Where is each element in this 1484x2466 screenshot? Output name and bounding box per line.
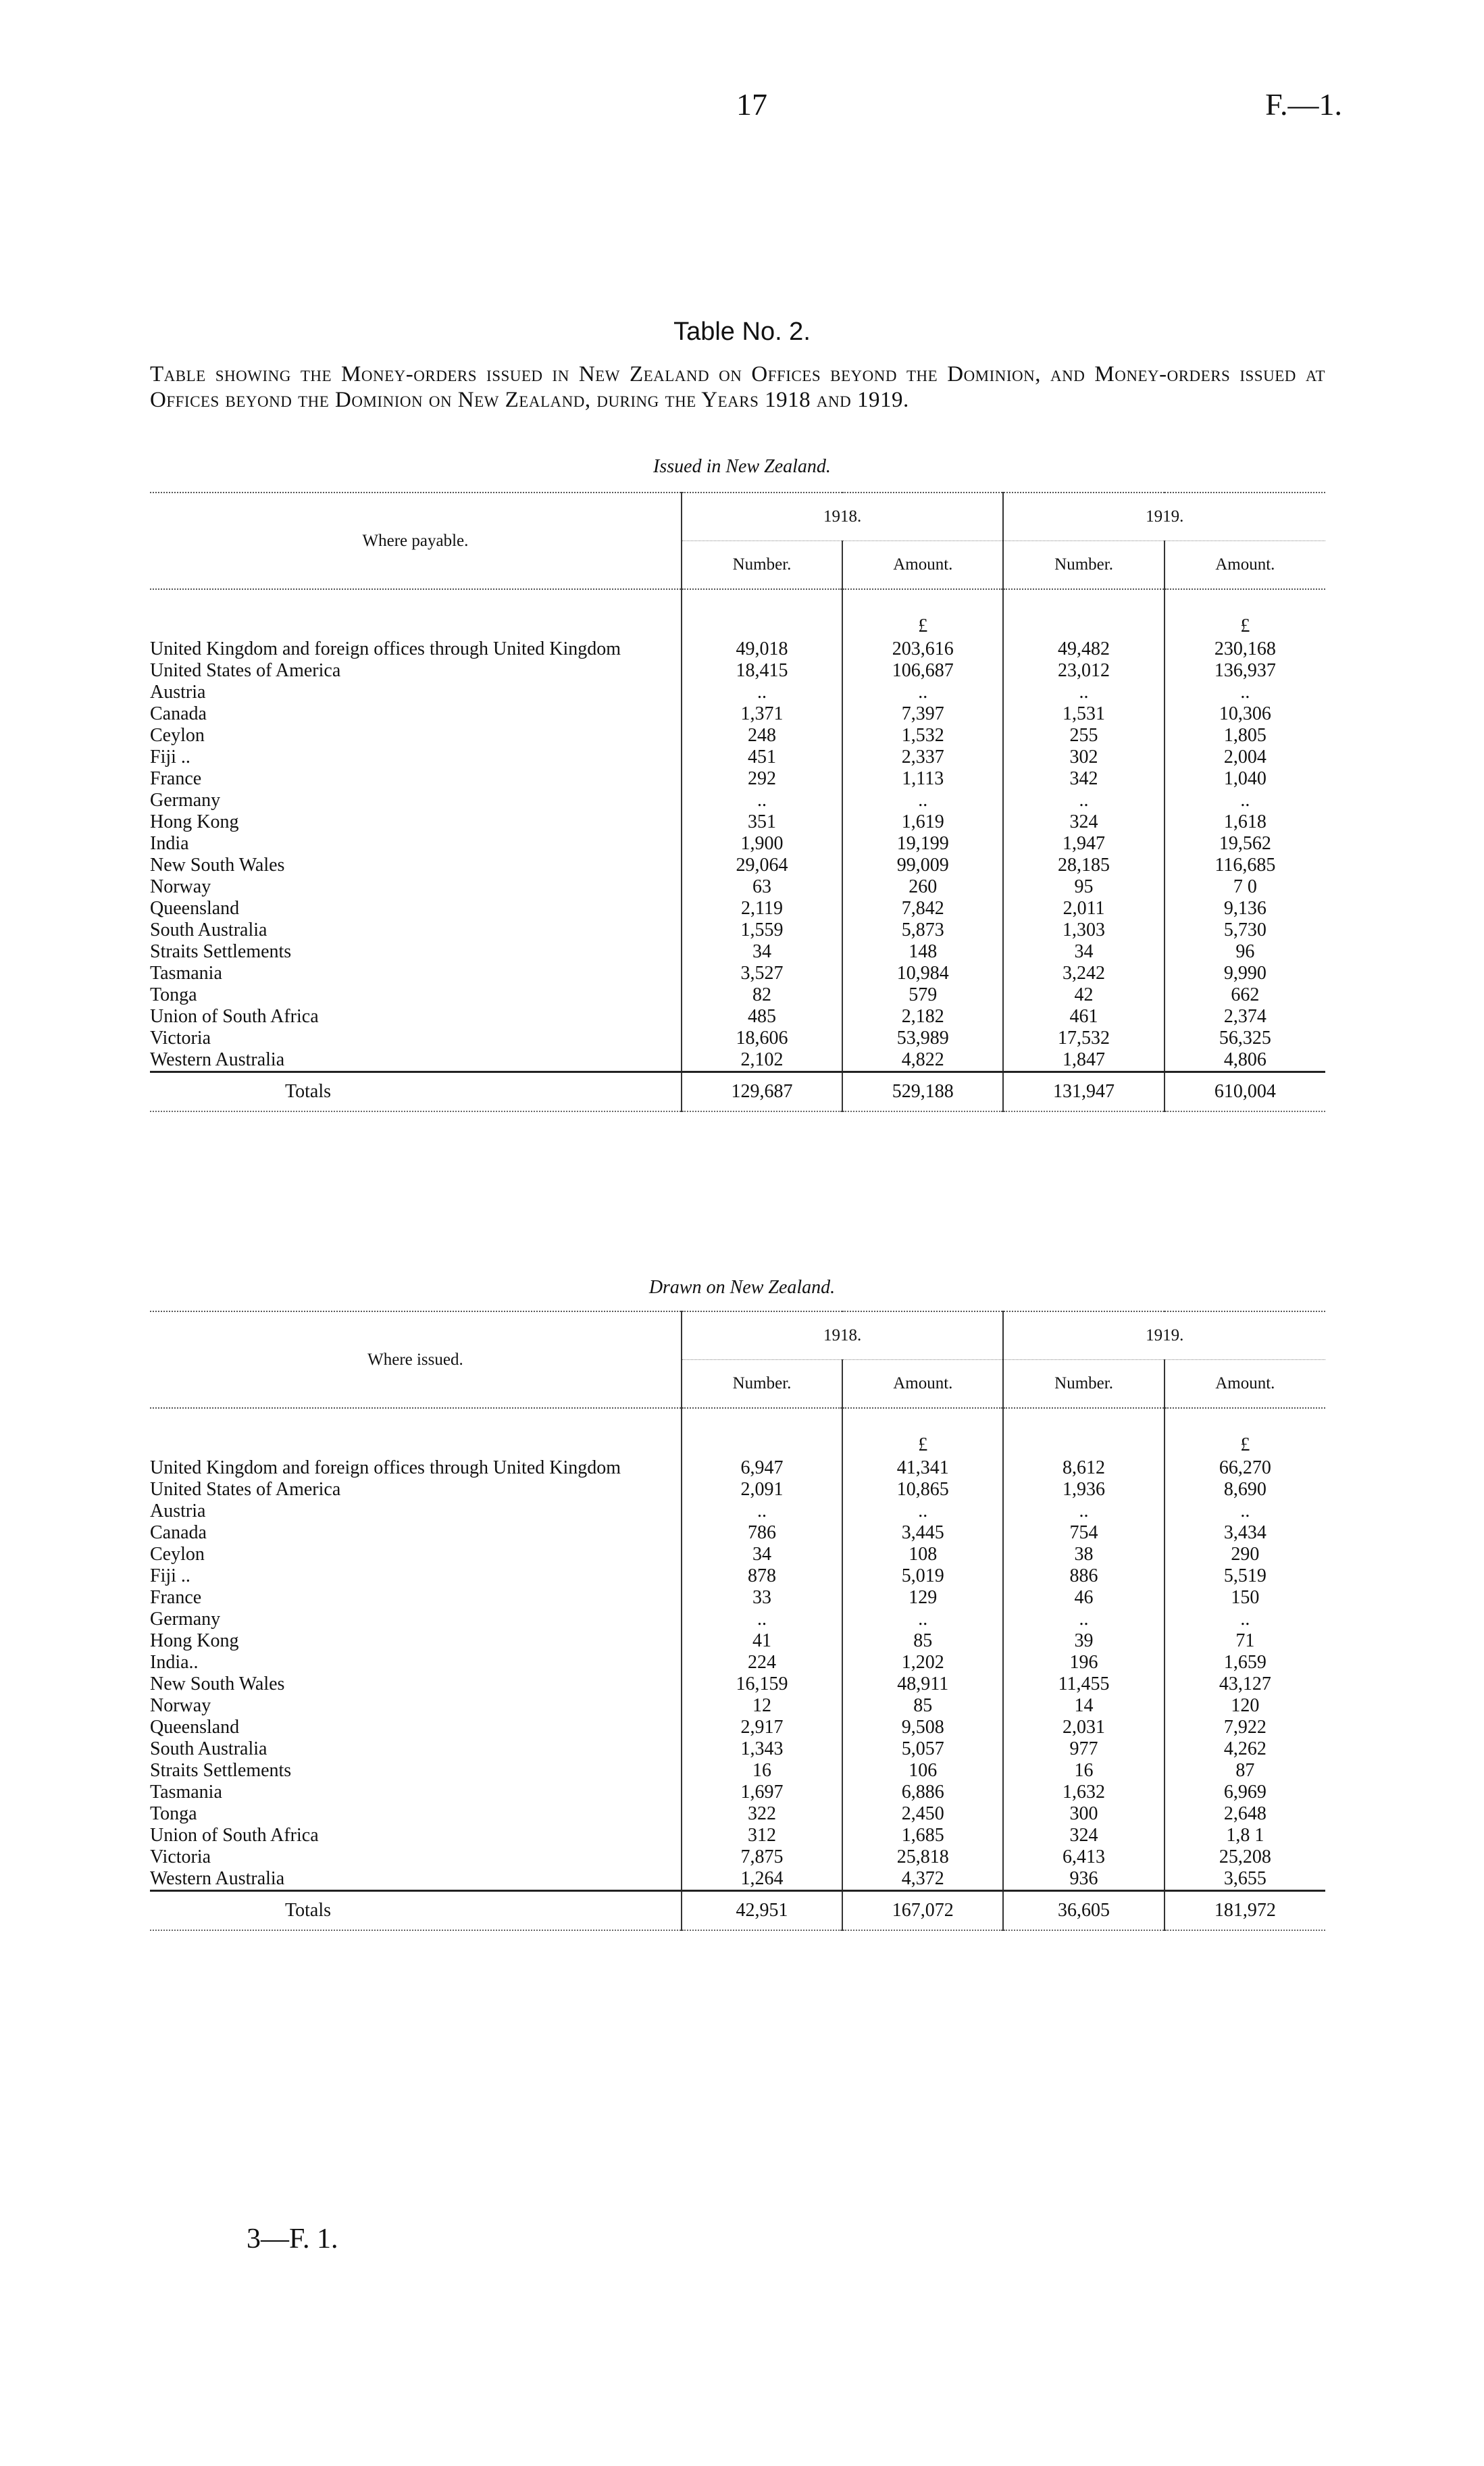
number-1919: 95	[1003, 876, 1164, 898]
amount-1919: 96	[1165, 941, 1325, 963]
table-row	[150, 1544, 1325, 1565]
amount-1918: 3,445	[842, 1522, 1003, 1544]
number-1918: 485	[682, 1006, 842, 1028]
table-row	[150, 963, 1325, 984]
number-1918: 1,559	[682, 920, 842, 941]
row-place-label: Canada	[150, 1522, 207, 1543]
number-1919: 255	[1003, 725, 1164, 747]
amount-1918: ..	[842, 1501, 1003, 1522]
amount-1919: 71	[1165, 1630, 1325, 1652]
total-amount-1919: 610,004	[1165, 1072, 1325, 1112]
number-1918: 3,527	[682, 963, 842, 984]
table-row	[150, 1630, 1325, 1652]
number-1918: ..	[682, 682, 842, 703]
table-row	[150, 1457, 1325, 1479]
amount-1918: 1,619	[842, 811, 1003, 833]
row-place-label: South Australia	[150, 920, 267, 940]
amount-1919: 19,562	[1165, 833, 1325, 855]
number-1918: 1,371	[682, 703, 842, 725]
amount-1919: ..	[1165, 1609, 1325, 1630]
issued-subtitle: Issued in New Zealand.	[653, 456, 831, 477]
year-1919-header: 1919.	[1003, 493, 1325, 541]
table-row	[150, 1652, 1325, 1674]
row-place-label: New South Wales	[150, 855, 285, 876]
table-row	[150, 1049, 1325, 1072]
amount-1918: ..	[842, 1609, 1003, 1630]
amount-header: Amount.	[842, 1360, 1003, 1409]
number-1918: 82	[682, 984, 842, 1006]
total-number-1918: 42,951	[682, 1891, 842, 1931]
drawn-table	[150, 1311, 1325, 1931]
amount-1918: 7,397	[842, 703, 1003, 725]
amount-1919: 4,262	[1165, 1738, 1325, 1760]
number-1919: 11,455	[1003, 1674, 1164, 1695]
currency-symbol: £	[1165, 1408, 1325, 1457]
amount-header: Amount.	[1165, 1360, 1325, 1409]
amount-1919: 1,040	[1165, 768, 1325, 790]
number-1919: 1,936	[1003, 1479, 1164, 1501]
amount-1918: 53,989	[842, 1028, 1003, 1049]
row-place-label: Fiji ..	[150, 747, 190, 768]
row-place-label: United Kingdom and foreign offices through United Kingdom	[150, 1457, 621, 1478]
amount-1918: 99,009	[842, 855, 1003, 876]
row-place-label: Germany	[150, 1609, 221, 1630]
row-place-label: Ceylon	[150, 1544, 205, 1565]
number-1919: 28,185	[1003, 855, 1164, 876]
row-place-label: France	[150, 1587, 202, 1608]
number-1918: ..	[682, 1609, 842, 1630]
total-number-1919: 131,947	[1003, 1072, 1164, 1112]
row-place-label: Austria	[150, 1501, 206, 1521]
number-1919: 324	[1003, 1825, 1164, 1846]
row-place-label: India	[150, 833, 189, 854]
amount-1918: ..	[842, 682, 1003, 703]
year-1919-header: 1919.	[1003, 1311, 1325, 1360]
row-place-label: Tonga	[150, 1803, 197, 1824]
amount-1919: 1,618	[1165, 811, 1325, 833]
number-1919: 17,532	[1003, 1028, 1164, 1049]
amount-1918: 203,616	[842, 638, 1003, 660]
table-row	[150, 833, 1325, 855]
amount-1919: ..	[1165, 790, 1325, 811]
amount-1918: 108	[842, 1544, 1003, 1565]
amount-1918: 5,019	[842, 1565, 1003, 1587]
number-1919: 196	[1003, 1652, 1164, 1674]
table-row	[150, 984, 1325, 1006]
year-1918-header: 1918.	[682, 1311, 1004, 1360]
number-1918: ..	[682, 1501, 842, 1522]
row-place-label: Germany	[150, 790, 221, 811]
number-1919: ..	[1003, 682, 1164, 703]
amount-1918: 6,886	[842, 1782, 1003, 1803]
row-place-label: Ceylon	[150, 725, 205, 746]
row-place-label: Queensland	[150, 1717, 240, 1738]
number-1918: 63	[682, 876, 842, 898]
amount-1918: 2,337	[842, 747, 1003, 768]
table-row	[150, 638, 1325, 660]
row-place-label: Union of South Africa	[150, 1825, 319, 1846]
amount-1919: 4,806	[1165, 1049, 1325, 1072]
amount-1918: 1,113	[842, 768, 1003, 790]
table-title: Table No. 2.	[673, 318, 811, 346]
amount-1919: 3,434	[1165, 1522, 1325, 1544]
number-1918: 1,343	[682, 1738, 842, 1760]
number-1919: 3,242	[1003, 963, 1164, 984]
table-row	[150, 1803, 1325, 1825]
table-row	[150, 703, 1325, 725]
amount-1919: 5,519	[1165, 1565, 1325, 1587]
total-amount-1918: 167,072	[842, 1891, 1003, 1931]
amount-1919: 6,969	[1165, 1782, 1325, 1803]
amount-1919: 2,374	[1165, 1006, 1325, 1028]
row-place-label: Tasmania	[150, 1782, 222, 1803]
number-1918: 2,091	[682, 1479, 842, 1501]
number-1918: 2,917	[682, 1717, 842, 1738]
amount-1918: 48,911	[842, 1674, 1003, 1695]
table-row	[150, 1479, 1325, 1501]
total-amount-1919: 181,972	[1165, 1891, 1325, 1931]
number-1919: ..	[1003, 1609, 1164, 1630]
number-1919: 1,947	[1003, 833, 1164, 855]
number-1919: 23,012	[1003, 660, 1164, 682]
table-row	[150, 1868, 1325, 1891]
row-place-label: France	[150, 768, 202, 789]
number-1918: 292	[682, 768, 842, 790]
number-1919: 1,303	[1003, 920, 1164, 941]
number-1918: 34	[682, 941, 842, 963]
currency-symbol: £	[842, 1408, 1003, 1457]
table-row	[150, 898, 1325, 920]
document-reference: F.—1.	[1265, 87, 1342, 122]
amount-1919: ..	[1165, 682, 1325, 703]
number-1919: 34	[1003, 941, 1164, 963]
page-number: 17	[736, 87, 767, 122]
number-1918: 322	[682, 1803, 842, 1825]
number-1919: 977	[1003, 1738, 1164, 1760]
table-row	[150, 1695, 1325, 1717]
table-row	[150, 1006, 1325, 1028]
number-1918: 49,018	[682, 638, 842, 660]
amount-1919: 2,648	[1165, 1803, 1325, 1825]
amount-1918: ..	[842, 790, 1003, 811]
totals-label: Totals	[150, 1072, 682, 1112]
number-1919: 936	[1003, 1868, 1164, 1891]
table-row	[150, 920, 1325, 941]
row-place-label: South Australia	[150, 1738, 267, 1759]
table-row	[150, 1782, 1325, 1803]
number-1919: 8,612	[1003, 1457, 1164, 1479]
table-row	[150, 876, 1325, 898]
number-1919: 302	[1003, 747, 1164, 768]
amount-1918: 1,202	[842, 1652, 1003, 1674]
number-1919: 324	[1003, 811, 1164, 833]
table-row	[150, 1501, 1325, 1522]
number-1918: 786	[682, 1522, 842, 1544]
amount-1919: 1,659	[1165, 1652, 1325, 1674]
amount-1918: 2,450	[842, 1803, 1003, 1825]
amount-1918: 41,341	[842, 1457, 1003, 1479]
amount-1918: 5,057	[842, 1738, 1003, 1760]
row-place-label: Austria	[150, 682, 206, 703]
row-place-label: Victoria	[150, 1846, 211, 1867]
number-1918: 1,697	[682, 1782, 842, 1803]
amount-1919: 7,922	[1165, 1717, 1325, 1738]
amount-1918: 4,822	[842, 1049, 1003, 1072]
amount-1919: 150	[1165, 1587, 1325, 1609]
total-amount-1918: 529,188	[842, 1072, 1003, 1112]
table-row	[150, 1760, 1325, 1782]
row-place-label: Union of South Africa	[150, 1006, 319, 1027]
amount-1918: 85	[842, 1630, 1003, 1652]
number-1919: ..	[1003, 1501, 1164, 1522]
amount-header: Amount.	[1165, 541, 1325, 590]
number-1919: 42	[1003, 984, 1164, 1006]
row-place-label: Tonga	[150, 984, 197, 1005]
number-1918: 1,900	[682, 833, 842, 855]
number-1919: 1,632	[1003, 1782, 1164, 1803]
number-header: Number.	[682, 541, 842, 590]
table-row	[150, 855, 1325, 876]
number-1919: 38	[1003, 1544, 1164, 1565]
amount-1918: 579	[842, 984, 1003, 1006]
footer-note: 3—F. 1.	[247, 2223, 338, 2255]
amount-1919: 9,990	[1165, 963, 1325, 984]
table-row	[150, 1522, 1325, 1544]
amount-1918: 10,984	[842, 963, 1003, 984]
amount-1919: 87	[1165, 1760, 1325, 1782]
number-header: Number.	[1003, 541, 1164, 590]
row-place-label: United States of America	[150, 1479, 341, 1500]
number-header: Number.	[1003, 1360, 1164, 1409]
number-1918: 451	[682, 747, 842, 768]
amount-1919: 120	[1165, 1695, 1325, 1717]
table-row	[150, 747, 1325, 768]
amount-1919: 43,127	[1165, 1674, 1325, 1695]
amount-1919: 1,8 1	[1165, 1825, 1325, 1846]
amount-1918: 2,182	[842, 1006, 1003, 1028]
amount-1918: 19,199	[842, 833, 1003, 855]
number-1919: 16	[1003, 1760, 1164, 1782]
amount-1918: 7,842	[842, 898, 1003, 920]
amount-1918: 5,873	[842, 920, 1003, 941]
drawn-subtitle: Drawn on New Zealand.	[648, 1277, 836, 1298]
amount-1919: 136,937	[1165, 660, 1325, 682]
row-place-label: Norway	[150, 876, 211, 897]
number-1918: 2,119	[682, 898, 842, 920]
row-place-label: Straits Settlements	[150, 941, 292, 962]
row-place-label: Norway	[150, 1695, 211, 1716]
number-1918: 34	[682, 1544, 842, 1565]
number-1918: 33	[682, 1587, 842, 1609]
amount-1919: ..	[1165, 1501, 1325, 1522]
amount-header: Amount.	[842, 541, 1003, 590]
table-row	[150, 1609, 1325, 1630]
amount-1919: 66,270	[1165, 1457, 1325, 1479]
total-number-1919: 36,605	[1003, 1891, 1164, 1931]
amount-1918: 1,685	[842, 1825, 1003, 1846]
number-1919: 6,413	[1003, 1846, 1164, 1868]
amount-1919: 5,730	[1165, 920, 1325, 941]
number-1919: 300	[1003, 1803, 1164, 1825]
number-header: Number.	[682, 1360, 842, 1409]
number-1919: 2,031	[1003, 1717, 1164, 1738]
number-1919: 14	[1003, 1695, 1164, 1717]
currency-symbol: £	[1165, 589, 1325, 638]
number-1918: 16,159	[682, 1674, 842, 1695]
amount-1918: 4,372	[842, 1868, 1003, 1891]
amount-1919: 116,685	[1165, 855, 1325, 876]
row-place-label: Victoria	[150, 1028, 211, 1049]
row-place-label: Canada	[150, 703, 207, 724]
amount-1919: 9,136	[1165, 898, 1325, 920]
table-row	[150, 768, 1325, 790]
totals-label: Totals	[150, 1891, 682, 1931]
number-1918: ..	[682, 790, 842, 811]
table-row	[150, 1717, 1325, 1738]
where-issued-header: Where issued.	[150, 1311, 682, 1408]
amount-1918: 9,508	[842, 1717, 1003, 1738]
table-row	[150, 1565, 1325, 1587]
number-1918: 2,102	[682, 1049, 842, 1072]
amount-1919: 230,168	[1165, 638, 1325, 660]
number-1918: 248	[682, 725, 842, 747]
amount-1918: 129	[842, 1587, 1003, 1609]
row-place-label: India..	[150, 1652, 199, 1673]
amount-1918: 148	[842, 941, 1003, 963]
number-1918: 16	[682, 1760, 842, 1782]
number-1919: 342	[1003, 768, 1164, 790]
amount-1919: 2,004	[1165, 747, 1325, 768]
number-1918: 7,875	[682, 1846, 842, 1868]
currency-symbol: £	[842, 589, 1003, 638]
number-1918: 18,415	[682, 660, 842, 682]
table-row	[150, 941, 1325, 963]
amount-1919: 7 0	[1165, 876, 1325, 898]
row-place-label: United States of America	[150, 660, 341, 681]
amount-1919: 56,325	[1165, 1028, 1325, 1049]
number-1919: 754	[1003, 1522, 1164, 1544]
number-1919: 1,847	[1003, 1049, 1164, 1072]
number-1918: 312	[682, 1825, 842, 1846]
amount-1918: 25,818	[842, 1846, 1003, 1868]
number-1918: 224	[682, 1652, 842, 1674]
table-row	[150, 1846, 1325, 1868]
amount-1918: 106	[842, 1760, 1003, 1782]
number-1919: 461	[1003, 1006, 1164, 1028]
table-row	[150, 1738, 1325, 1760]
number-1918: 1,264	[682, 1868, 842, 1891]
row-place-label: United Kingdom and foreign offices through United Kingdom	[150, 638, 621, 659]
amount-1918: 85	[842, 1695, 1003, 1717]
amount-1919: 3,655	[1165, 1868, 1325, 1891]
year-1918-header: 1918.	[682, 493, 1004, 541]
number-1918: 351	[682, 811, 842, 833]
table-row	[150, 1825, 1325, 1846]
row-place-label: Western Australia	[150, 1868, 285, 1889]
row-place-label: Hong Kong	[150, 811, 239, 832]
amount-1919: 8,690	[1165, 1479, 1325, 1501]
number-1919: 39	[1003, 1630, 1164, 1652]
row-place-label: Straits Settlements	[150, 1760, 292, 1781]
amount-1919: 662	[1165, 984, 1325, 1006]
table-row	[150, 811, 1325, 833]
number-1919: 1,531	[1003, 703, 1164, 725]
table-caption: Table showing the Money-orders issued in New Zealand on Offices beyond the Dominion, and Money-orders issued at Offices beyond the Dominion on New Zealand, during the Years 1918 and 1919.	[150, 362, 1325, 412]
row-place-label: New South Wales	[150, 1674, 285, 1694]
number-1918: 12	[682, 1695, 842, 1717]
where-payable-header: Where payable.	[150, 493, 682, 589]
number-1919: 886	[1003, 1565, 1164, 1587]
amount-1918: 260	[842, 876, 1003, 898]
amount-1919: 290	[1165, 1544, 1325, 1565]
amount-1918: 10,865	[842, 1479, 1003, 1501]
row-place-label: Hong Kong	[150, 1630, 239, 1651]
amount-1919: 25,208	[1165, 1846, 1325, 1868]
table-row	[150, 660, 1325, 682]
number-1919: 49,482	[1003, 638, 1164, 660]
issued-table	[150, 492, 1325, 1112]
table-row	[150, 1028, 1325, 1049]
table-row	[150, 682, 1325, 703]
number-1918: 29,064	[682, 855, 842, 876]
table-row	[150, 1674, 1325, 1695]
number-1919: ..	[1003, 790, 1164, 811]
number-1918: 878	[682, 1565, 842, 1587]
table-row	[150, 725, 1325, 747]
amount-1919: 1,805	[1165, 725, 1325, 747]
number-1918: 41	[682, 1630, 842, 1652]
row-place-label: Queensland	[150, 898, 240, 919]
table-row	[150, 1587, 1325, 1609]
number-1918: 6,947	[682, 1457, 842, 1479]
row-place-label: Fiji ..	[150, 1565, 190, 1586]
amount-1918: 106,687	[842, 660, 1003, 682]
row-place-label: Tasmania	[150, 963, 222, 984]
amount-1919: 10,306	[1165, 703, 1325, 725]
row-place-label: Western Australia	[150, 1049, 285, 1070]
total-number-1918: 129,687	[682, 1072, 842, 1112]
number-1919: 2,011	[1003, 898, 1164, 920]
number-1918: 18,606	[682, 1028, 842, 1049]
table-row	[150, 790, 1325, 811]
number-1919: 46	[1003, 1587, 1164, 1609]
amount-1918: 1,532	[842, 725, 1003, 747]
